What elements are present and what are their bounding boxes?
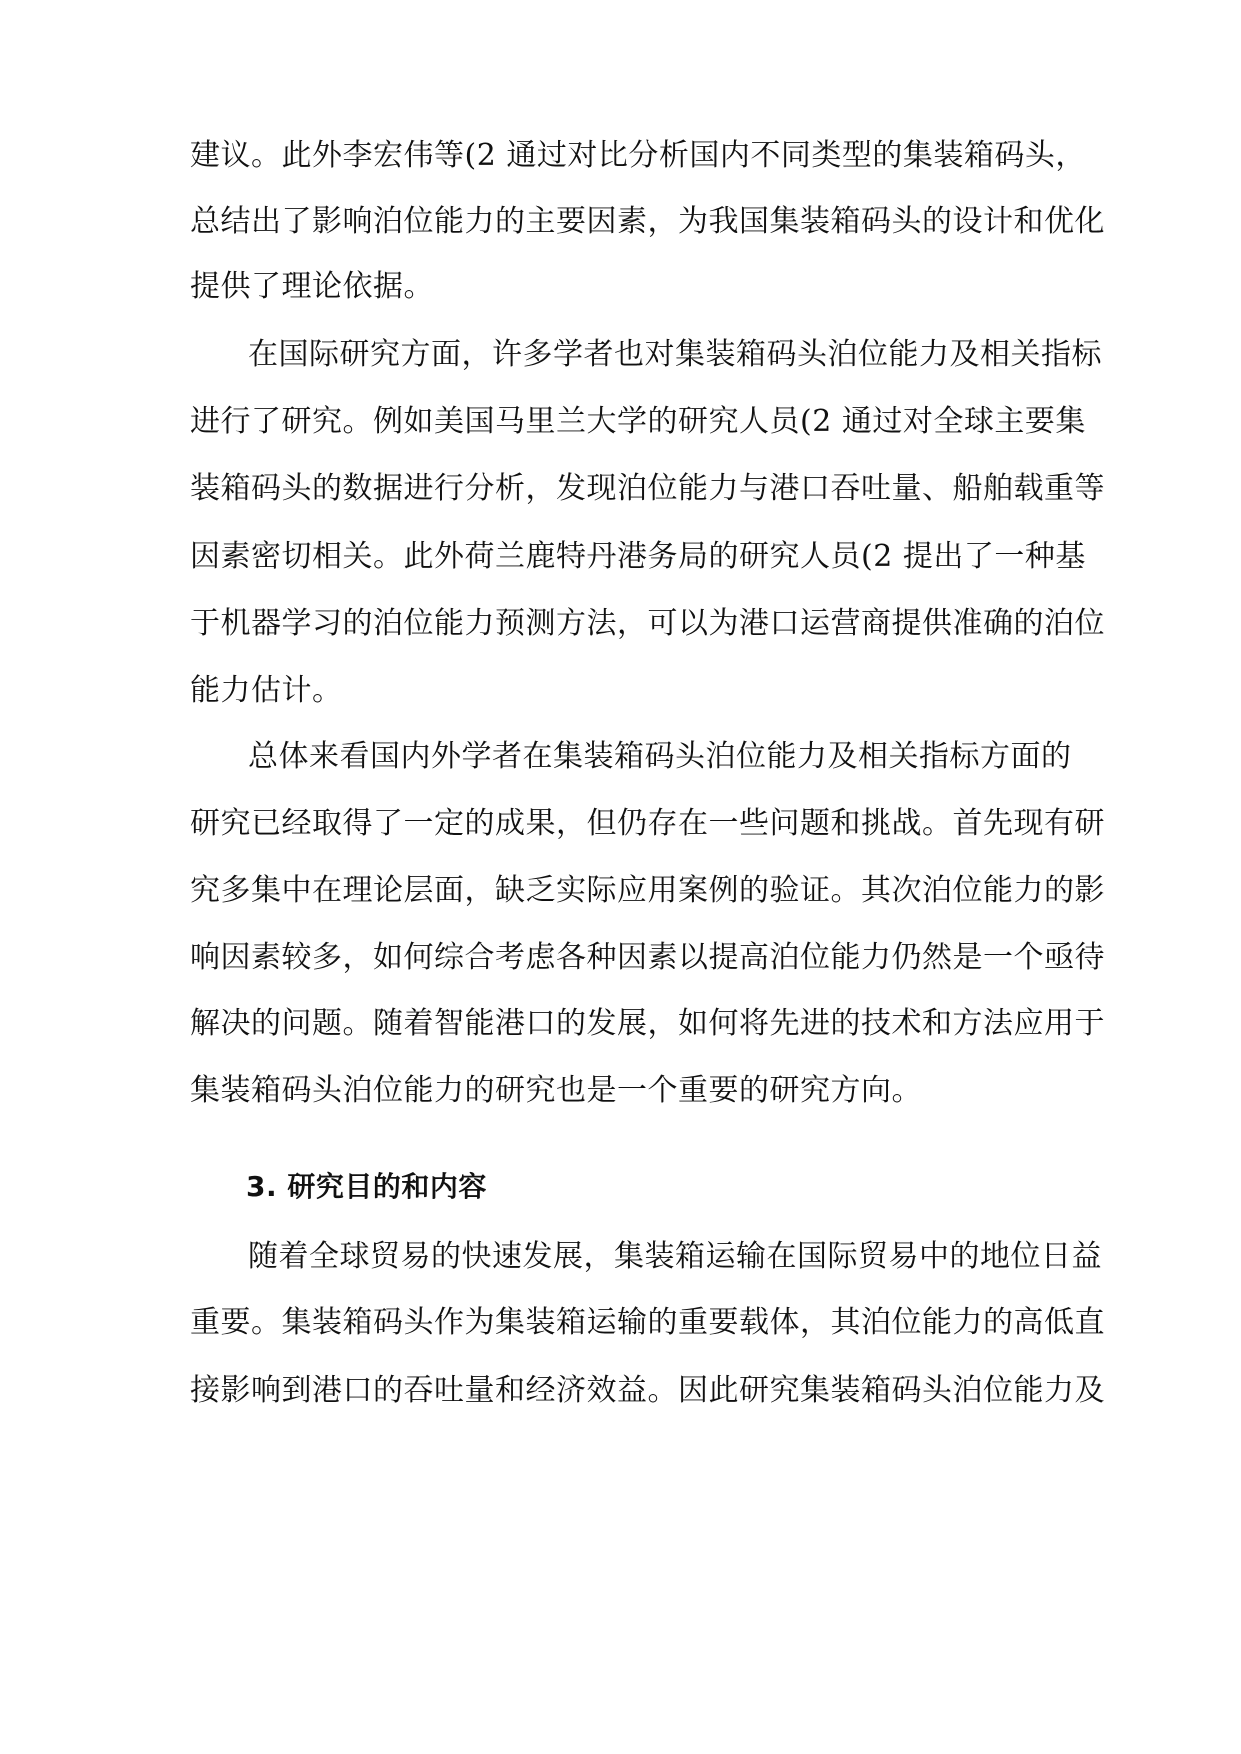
paragraph-4-line-3: 接影响到港口的吞吐量和经济效益。因此研究集装箱码头泊位能力及 [190,1373,1105,1408]
paragraph-2-line-6: 能力估计。 [190,673,343,708]
paragraph-2-line-2: 进行了研究。例如美国马里兰大学的研究人员(2 通过对全球主要集 [190,404,1086,439]
paragraph-4-line-1: 随着全球贸易的快速发展，集装箱运输在国际贸易中的地位日益 [248,1239,1102,1274]
paragraph-1-line-2: 总结出了影响泊位能力的主要因素，为我国集装箱码头的设计和优化 [190,204,1105,239]
paragraph-3-line-2: 研究已经取得了一定的成果，但仍存在一些问题和挑战。首先现有研 [190,806,1105,841]
paragraph-2-line-3: 装箱码头的数据进行分析，发现泊位能力与港口吞吐量、船舶载重等 [190,471,1105,506]
paragraph-3-line-6: 集装箱码头泊位能力的研究也是一个重要的研究方向。 [190,1073,922,1108]
paragraph-4-line-2: 重要。集装箱码头作为集装箱运输的重要载体，其泊位能力的高低直 [190,1305,1105,1340]
paragraph-2-line-5: 于机器学习的泊位能力预测方法，可以为港口运营商提供准确的泊位 [190,606,1105,641]
paragraph-3-line-3: 究多集中在理论层面，缺乏实际应用案例的验证。其次泊位能力的影 [190,873,1105,908]
paragraph-3-line-4: 响因素较多，如何综合考虑各种因素以提高泊位能力仍然是一个亟待 [190,940,1105,975]
paragraph-2-line-4: 因素密切相关。此外荷兰鹿特丹港务局的研究人员(2 提出了一种基 [190,539,1086,574]
paragraph-1-line-3: 提供了理论依据。 [190,269,434,304]
paragraph-3-line-1: 总体来看国内外学者在集装箱码头泊位能力及相关指标方面的 [248,739,1072,774]
section-heading: 3. 研究目的和内容 [246,1170,487,1203]
paragraph-1-line-1: 建议。此外李宏伟等(2 通过对比分析国内不同类型的集装箱码头， [190,138,1086,173]
paragraph-2-line-1: 在国际研究方面，许多学者也对集装箱码头泊位能力及相关指标 [248,337,1102,372]
paragraph-3-line-5: 解决的问题。随着智能港口的发展，如何将先进的技术和方法应用于 [190,1006,1105,1041]
